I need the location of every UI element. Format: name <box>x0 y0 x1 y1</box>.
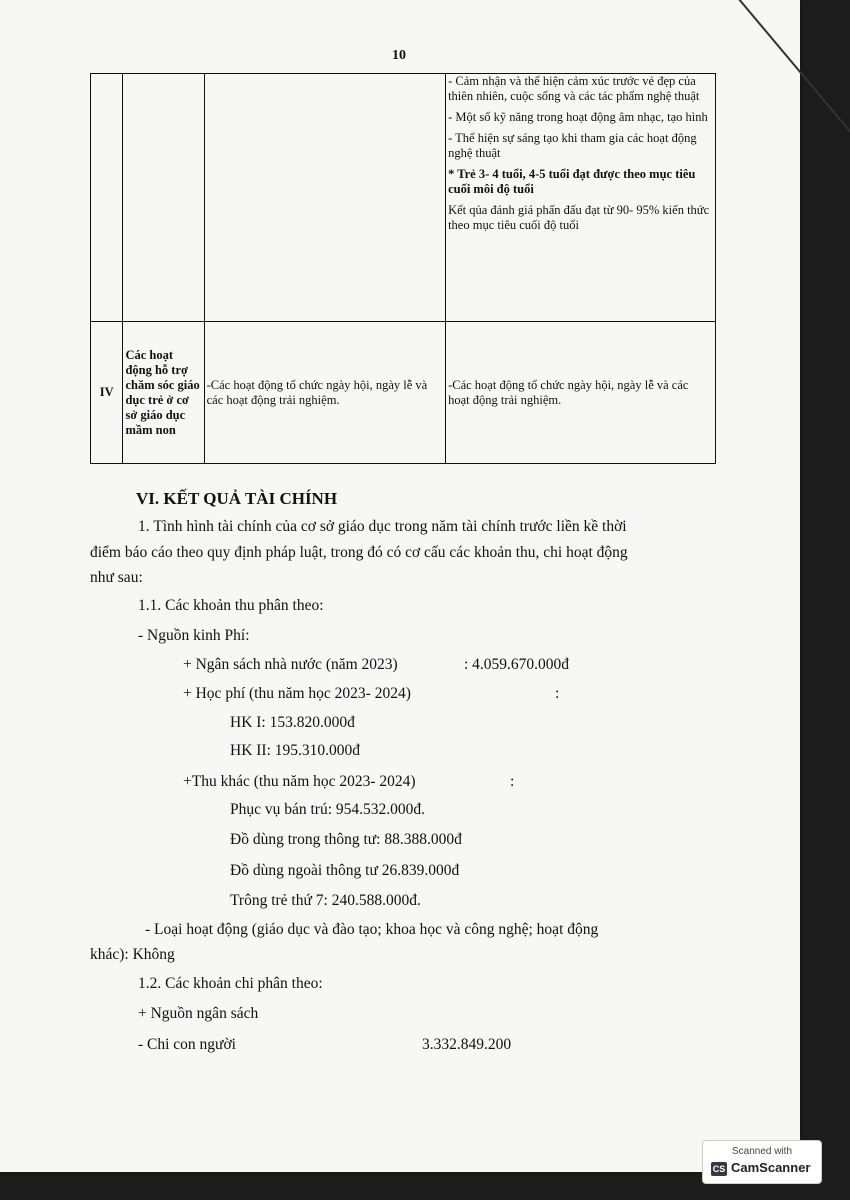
watermark-brand: CamScanner <box>731 1160 811 1175</box>
camscanner-logo-icon: CS <box>712 1164 726 1174</box>
table-cell <box>446 74 716 322</box>
other-income-colon: : <box>510 773 515 790</box>
tuition-hk2: HK II: 195.310.000đ <box>230 742 361 759</box>
activity-title: Các hoạt động hỗ trợ chăm sóc giáo dục trẻ ở cơ sở giáo dục mầm non <box>123 322 204 464</box>
paragraph-line: 1. Tình hình tài chính của cơ sở giáo dục trong năm tài chính trước liền kề thời <box>138 518 627 535</box>
table-text: -Các hoạt động tổ chức ngày hội, ngày lễ và các hoạt động trải nghiệm. <box>204 322 445 464</box>
expense-value: 3.332.849.200 <box>422 1036 512 1053</box>
table-text: - Cảm nhận và thể hiện cảm xúc trước vẻ đẹp của thiên nhiên, cuộc sống và các tác phẩm nghệ thuật <box>448 74 700 103</box>
expense-title: 1.2. Các khoản chi phân theo: <box>138 975 323 992</box>
table-text: - Một số kỹ năng trong hoạt động âm nhạc, tạo hình <box>448 110 708 124</box>
paragraph-line: - Loại hoạt động (giáo dục và đào tạo; khoa học và công nghệ; hoạt động <box>145 921 599 938</box>
page-number: 10 <box>392 48 406 63</box>
expense-source: + Nguồn ngân sách <box>138 1005 259 1022</box>
budget-value: : 4.059.670.000đ <box>464 656 570 673</box>
table-text: - Thể hiện sự sáng tạo khi tham gia các hoạt động nghệ thuật <box>448 131 697 160</box>
other-income-item: Trông trẻ thứ 7: 240.588.000đ. <box>230 892 421 909</box>
table-cell <box>204 74 445 322</box>
other-income-item: Phục vụ bán trú: 954.532.000đ. <box>230 801 426 818</box>
table-text: -Các hoạt động tổ chức ngày hội, ngày lễ và các hoạt động trải nghiệm. <box>446 322 716 464</box>
income-title: 1.1. Các khoản thu phân theo: <box>138 597 324 614</box>
row-number: IV <box>91 322 123 464</box>
tuition-hk1: HK I: 153.820.000đ <box>230 714 355 731</box>
expense-label: - Chi con người <box>138 1036 236 1053</box>
table-row <box>91 322 716 464</box>
table-row <box>91 74 716 322</box>
watermark-text: Scanned with <box>731 1146 793 1157</box>
other-income-label: +Thu khác (thu năm học 2023- 2024) <box>183 773 416 790</box>
table-cell <box>91 74 123 322</box>
activities-table <box>90 73 716 464</box>
table-cell <box>123 74 204 322</box>
tuition-colon: : <box>555 685 560 702</box>
section-heading: VI. KẾT QUẢ TÀI CHÍNH <box>136 489 338 508</box>
camscanner-watermark <box>702 1140 822 1184</box>
paragraph-line: như sau: <box>90 569 143 586</box>
budget-label: + Ngân sách nhà nước (năm 2023) <box>183 656 398 673</box>
source-title: - Nguồn kinh Phí: <box>138 627 250 644</box>
other-income-item: Đồ dùng ngoài thông tư 26.839.000đ <box>230 862 460 879</box>
tuition-label: + Học phí (thu năm học 2023- 2024) <box>183 685 411 702</box>
table-text: Kết qủa đánh giá phấn đấu đạt từ 90- 95% kiến thức theo mục tiêu cuối độ tuổi <box>448 203 710 232</box>
table-text: * Trẻ 3- 4 tuổi, 4-5 tuổi đạt được theo mục tiêu cuối môi độ tuổi <box>448 167 696 196</box>
other-income-item: Đồ dùng trong thông tư: 88.388.000đ <box>230 831 462 848</box>
paragraph-line: khác): Không <box>90 946 175 963</box>
paragraph-line: điểm báo cáo theo quy định pháp luật, trong đó có cơ cấu các khoản thu, chi hoạt động <box>90 544 628 561</box>
